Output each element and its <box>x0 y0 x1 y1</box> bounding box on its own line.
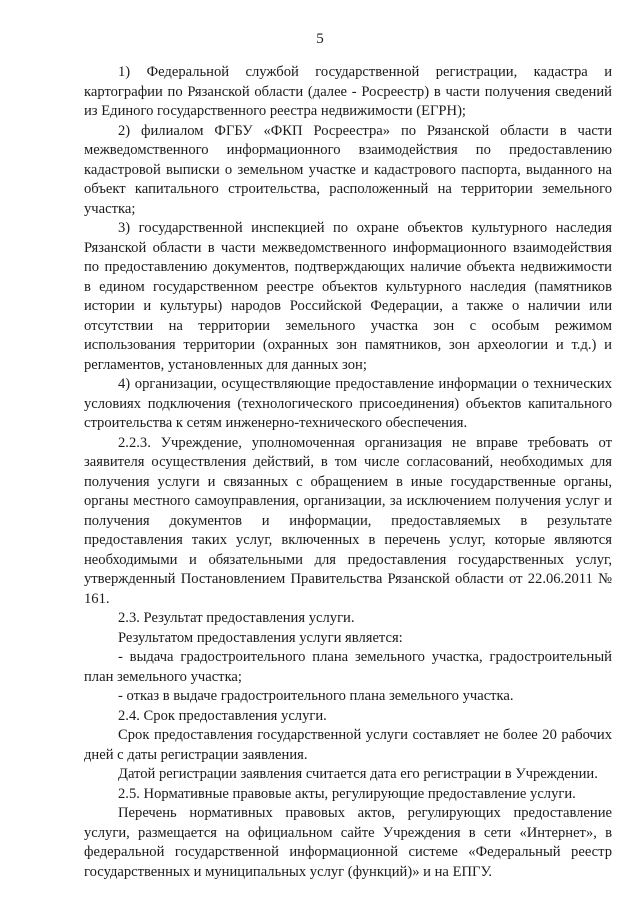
list-item-issue-plan: - выдача градостроительного плана земельного участка, градостроительный план земельного участка; <box>84 649 612 685</box>
paragraph-technical-conditions: 4) организации, осуществляющие предоставление информации о технических условиях подключения (технологического присоединения) объектов капитального строительства к сетям инженерно-технического обеспечения. <box>84 376 612 431</box>
page-number: 5 <box>316 31 324 47</box>
paragraph-cultural-heritage-inspection: 3) государственной инспекцией по охране объектов культурного наследия Рязанской области в части межведомственного информационного взаимодействия по предоставлению документов, подтверждающих наличие объекта недвижимости в едином государственном реестре объектов культурного наследия (памятников истории и культуры) народов Российской Федерации, а также о наличии или отсутствии на территории земельного участка зон с особым режимом использования территории (охранных зон памятников, зон археологии и т.д.) и регламентов, установленных для данных зон; <box>84 220 612 373</box>
paragraph-result-intro: Результатом предоставления услуги является: <box>118 629 403 646</box>
paragraph-2-2-3: 2.2.3. Учреждение, уполномоченная организация не вправе требовать от заявителя осуществления действий, в том числе согласований, необходимых для получения услуги и связанных с обращением в иные государственные органы, органы местного самоуправления, организации, за исключением получения услуг и получения документов и информации, предоставляемых в результате предоставления таких услуг, включенных в перечень услуг, которые являются необходимыми и обязательными для предоставления государственных услуг, утвержденный Постановлением Правительства Рязанской области от 22.06.2011 № 161. <box>84 434 612 607</box>
heading-2-5-legal-acts: 2.5. Нормативные правовые акты, регулирующие предоставление услуги. <box>118 785 576 802</box>
paragraph-legal-acts-list: Перечень нормативных правовых актов, регулирующих предоставление услуги, размещается на официальном сайте Учреждения в сети «Интернет», в федеральной государственной информационной системе «Федеральный реестр государственных и муниципальных услуг (функций)» и на ЕПГУ. <box>84 805 612 880</box>
paragraph-fkp-rosreestra: 2) филиалом ФГБУ «ФКП Росреестра» по Рязанской области в части межведомственного информационного взаимодействия по предоставлению кадастровой выписки о земельном участке и кадастрового паспорта, выданного на объект капитального строительства, расположенный на территории земельного участка; <box>84 122 612 217</box>
paragraph-term: Срок предоставления государственной услуги составляет не более 20 рабочих дней с даты регистрации заявления. <box>84 727 612 763</box>
heading-2-4-term: 2.4. Срок предоставления услуги. <box>118 707 327 724</box>
page-body <box>84 63 612 882</box>
paragraph-rosreestr: 1) Федеральной службой государственной регистрации, кадастра и картографии по Рязанской области (далее - Росреестр) в части получения сведений из Единого государственного реестра недвижимости (ЕГРН); <box>84 64 612 119</box>
list-item-refusal: - отказ в выдаче градостроительного плана земельного участка. <box>118 688 514 704</box>
paragraph-registration-date: Датой регистрации заявления считается дата его регистрации в Учреждении. <box>118 766 598 782</box>
heading-2-3-result: 2.3. Результат предоставления услуги. <box>118 610 355 626</box>
